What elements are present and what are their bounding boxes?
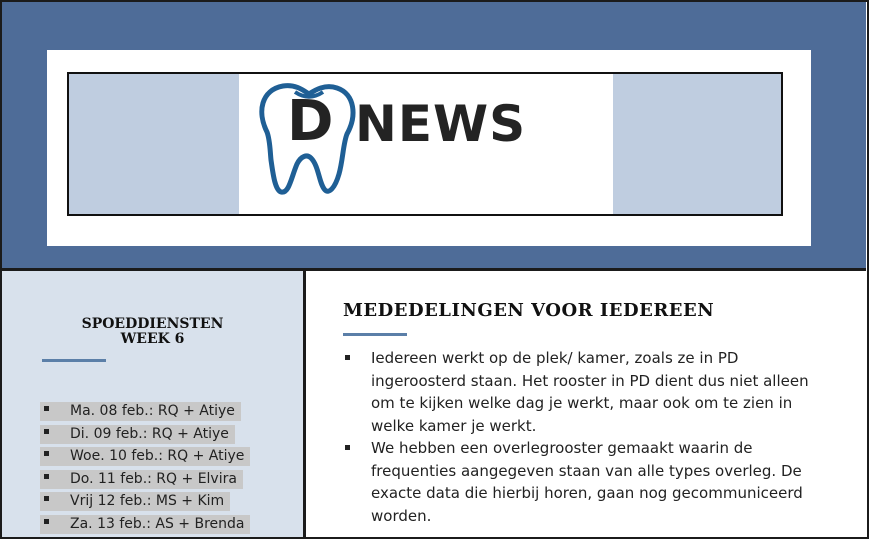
duty-text: Woe. 10 feb.: RQ + Atiye <box>40 447 250 466</box>
bullet-icon <box>345 445 350 450</box>
bullet-icon <box>44 406 49 411</box>
bullet-icon <box>44 451 49 456</box>
sidebar-title <box>2 317 303 347</box>
announcement-text: We hebben een overlegrooster gemaakt waarin de frequenties aangegeven staan van alle types overleg. De exacte data die hierbij horen, gaan nog gecommuniceerd worden. <box>371 439 803 525</box>
bullet-icon <box>44 429 49 434</box>
announcements-list <box>342 347 822 527</box>
sidebar-title-line1: SPOEDDIENSTEN <box>81 316 224 332</box>
announcement-text: Iedereen werkt op de plek/ kamer, zoals ze in PD ingeroosterd staan. Het rooster in PD dient dus niet alleen om te kijken welke dag je werkt, maar ook om te zien in welke kamer je werkt. <box>371 349 809 435</box>
announcements-rule <box>343 333 407 336</box>
logo-word: NEWS <box>355 95 527 153</box>
banner-right-block <box>613 74 781 214</box>
sidebar-rule <box>42 359 106 362</box>
announcements-title: MEDEDELINGEN VOOR IEDEREEN <box>343 300 715 321</box>
bullet-icon <box>345 355 350 360</box>
header-band <box>2 2 866 268</box>
duty-text: Za. 13 feb.: AS + Brenda <box>40 515 250 534</box>
newsletter-banner <box>67 72 783 216</box>
duty-text: Ma. 08 feb.: RQ + Atiye <box>40 402 241 421</box>
banner-left-block <box>69 74 239 214</box>
list-item <box>342 437 822 527</box>
bullet-icon <box>44 474 49 479</box>
duty-text: Di. 09 feb.: RQ + Atiye <box>40 425 235 444</box>
header-panel <box>47 50 811 246</box>
sidebar-title-line2: WEEK 6 <box>120 331 185 347</box>
bullet-icon <box>44 519 49 524</box>
duty-text: Do. 11 feb.: RQ + Elvira <box>40 470 243 489</box>
dnews-logo <box>239 74 613 214</box>
announcements <box>306 271 866 537</box>
duty-text: Vrij 12 feb.: MS + Kim <box>40 492 230 511</box>
sidebar <box>2 271 303 537</box>
list-item <box>342 347 822 437</box>
bullet-icon <box>44 496 49 501</box>
logo-letter: D <box>287 89 334 154</box>
